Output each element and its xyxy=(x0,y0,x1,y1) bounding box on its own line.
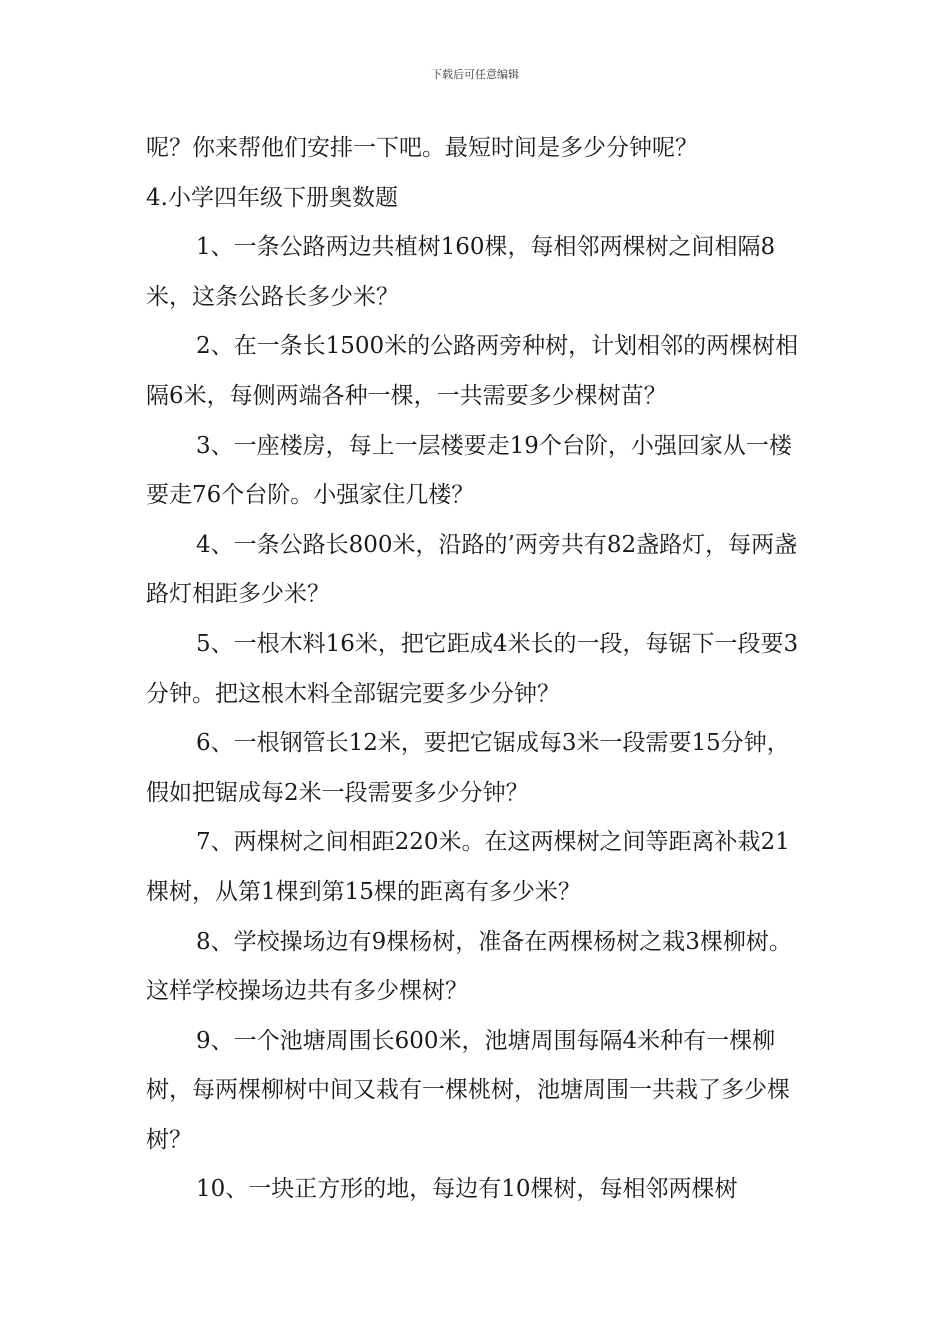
question-9: 9、一个池塘周围长600米，池塘周围每隔4米种有一棵柳树，每两棵柳树中间又栽有一棵桃树，池塘周围一共栽了多少棵树？ xyxy=(146,1027,790,1153)
intro-line: 呢？你来帮他们安排一下吧。最短时间是多少分钟呢？ xyxy=(146,135,698,161)
question-3: 3、一座楼房，每上一层楼要走19个台阶，小强回家从一楼要走76个台阶。小强家住几楼？ xyxy=(146,432,792,509)
question-7: 7、两棵树之间相距220米。在这两棵树之间等距离补栽21棵树，从第1棵到第15棵的距离有多少米？ xyxy=(146,829,790,905)
document-body xyxy=(146,124,808,1215)
question-6: 6、一根钢管长12米，要把它锯成每3米一段需要15分钟，假如把锯成每2米一段需要多少分钟？ xyxy=(146,730,790,806)
question-2: 2、在一条长1500米的公路两旁种树，计划相邻的两棵树相隔6米，每侧两端各种一棵，一共需要多少棵树苗？ xyxy=(146,333,799,409)
section-title: 4.小学四年级下册奥数题 xyxy=(146,184,398,211)
question-1: 1、一条公路两边共植树160棵，每相邻两棵树之间相隔8米，这条公路长多少米？ xyxy=(146,234,776,310)
question-4: 4、一条公路长800米，沿路的’两旁共有82盏路灯，每两盏路灯相距多少米？ xyxy=(146,531,798,608)
page-header: 下载后可任意编辑 xyxy=(431,68,519,81)
question-5: 5、一根木料16米，把它距成4米长的一段，每锯下一段要3分钟。把这根木料全部锯完要多少分钟？ xyxy=(146,630,799,707)
question-8: 8、学校操场边有9棵杨树，准备在两棵杨树之栽3棵柳树。这样学校操场边共有多少棵树？ xyxy=(146,928,792,1005)
question-10: 10、一块正方形的地，每边有10棵树，每相邻两棵树 xyxy=(196,1176,738,1203)
